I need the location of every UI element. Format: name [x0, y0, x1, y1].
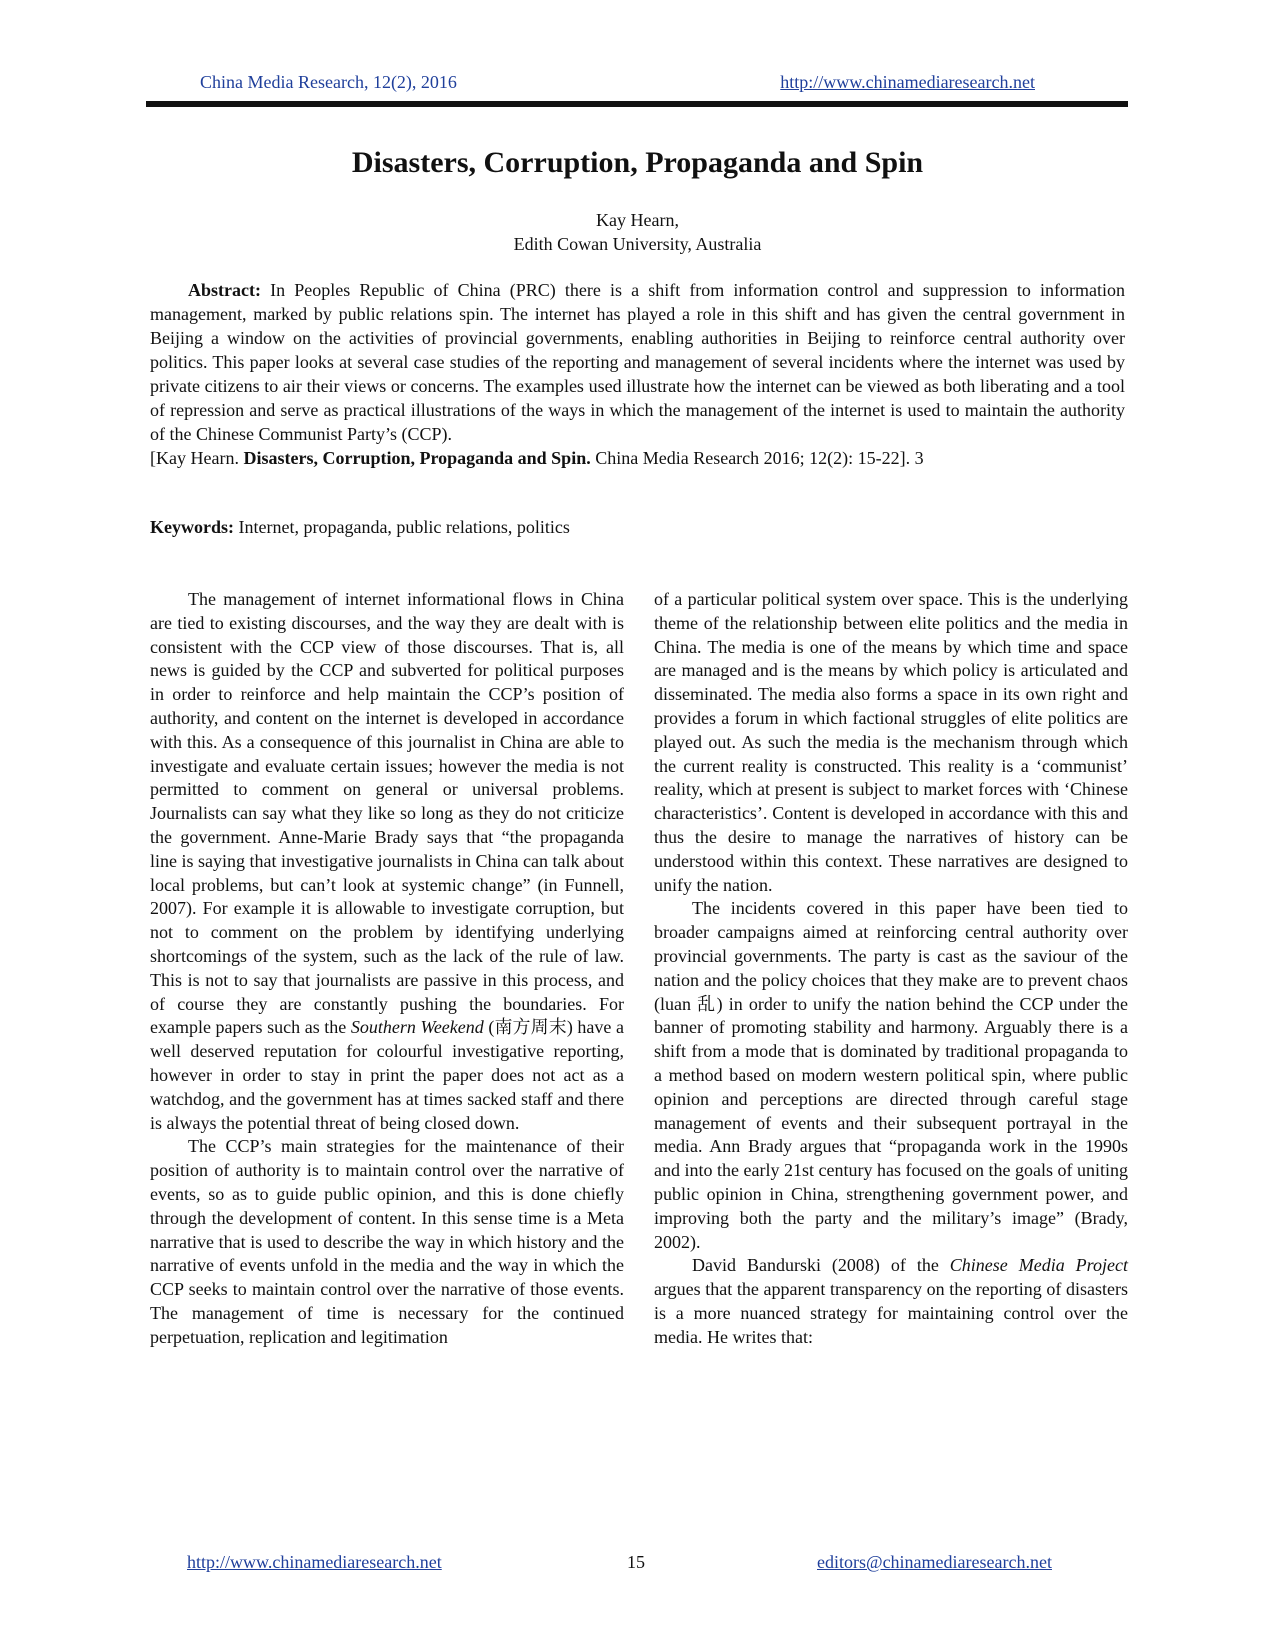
- body-column-right: [654, 588, 1128, 1350]
- paragraph-text: argues that the apparent transparency on the reporting of disasters is a more nuanced strategy for maintaining control over the media. He writes that:: [654, 1279, 1128, 1347]
- publication-title: Southern Weekend: [350, 1017, 484, 1038]
- citation-suffix: China Media Research 2016; 12(2): 15-22]. 3: [590, 448, 924, 468]
- paragraph-continued: of a particular political system over space. This is the underlying theme of the relationship between elite politics and the media in China. The media is one of the means by which time and space are managed and is the means by which policy is articulated and disseminated. The media also forms a space in its own right and provides a forum in which factional struggles of elite politics are played out. As such the media is the mechanism through which the current reality is constructed. This reality is a ‘communist’ reality, which at present is subject to market forces with ‘Chinese characteristics’. Content is developed in accordance with this and thus the desire to manage the narratives of history can be understood within this context. These narratives are designed to unify the nation.: [654, 589, 1128, 895]
- keywords: [150, 517, 1125, 538]
- paragraph: [654, 1254, 1128, 1349]
- journal-name: China Media Research, 12(2), 2016: [200, 72, 457, 92]
- citation-prefix: [Kay Hearn.: [150, 448, 244, 468]
- paragraph-text: The management of internet informational flows in China are tied to existing discourses, and the way they are dealt with is consistent with the CCP view of those discourses. That is, all news is guided by the CCP and subverted for political purposes in order to reinforce and help maintain the CCP’s position of authority, and content on the internet is developed in accordance with this. As a consequence of this journalist in China are able to investigate and evaluate certain issues; however the media is not permitted to comment on general or universal problems. Journalists can say what they like so long as they do not criticize the government. Anne-Marie Brady says that “the propaganda line is saying that investigative journalists in China can talk about local problems, but can’t look at systemic change” (in Funnell, 2007). For example it is allowable to investigate corruption, but not to comment on the problem by identifying underlying shortcomings of the system, such as the lack of the rule of law. This is not to say that journalists are passive in this process, and of course they are constantly pushing the boundaries. For example papers such as the: [150, 589, 624, 1038]
- author-block: [0, 208, 1275, 256]
- paragraph-text: (南方周末) have a well deserved reputation for colourful investigative reporting, however in order to stay in print the paper does not act as a watchdog, and the government has at times sacked staff and there is always the potential threat of being closed down.: [150, 1017, 624, 1133]
- running-header: [200, 72, 1075, 98]
- paragraph: The incidents covered in this paper have been tied to broader campaigns aimed at reinforcing central authority over provincial governments. The party is cast as the saviour of the nation and the policy choices that they make are to prevent chaos (luan 乱) in order to unify the nation behind the CCP under the banner of promoting stability and harmony. Arguably there is a shift from a mode that is dominated by traditional propaganda to a method based on modern western political spin, where public opinion and perceptions are directed through careful stage management of events and their subsequent portrayal in the media. Ann Brady argues that “propaganda work in the 1990s and into the early 21st century has focused on the goals of uniting public opinion in China, strengthening government power, and improving both the party and the military’s image” (Brady, 2002).: [654, 898, 1128, 1252]
- body-column-left: [150, 588, 624, 1350]
- paragraph-text: David Bandurski (2008) of the: [692, 1255, 950, 1276]
- page-number: 15: [627, 1552, 645, 1572]
- article-title: Disasters, Corruption, Propaganda and Spin: [351, 146, 924, 179]
- abstract-label: Abstract:: [188, 280, 261, 300]
- publication-title: Chinese Media Project: [949, 1255, 1128, 1276]
- footer-email-link[interactable]: editors@chinamediaresearch.net: [817, 1552, 1052, 1572]
- keywords-label: Keywords:: [150, 517, 234, 537]
- keywords-text: Internet, propaganda, public relations, politics: [234, 517, 570, 537]
- author-name: Kay Hearn,: [596, 210, 679, 230]
- journal-url-link[interactable]: http://www.chinamediaresearch.net: [780, 72, 1035, 92]
- citation-title: Disasters, Corruption, Propaganda and Spin.: [243, 448, 591, 468]
- paragraph: The CCP’s main strategies for the maintenance of their position of authority is to maintain control over the narrative of events, so as to guide public opinion, and this is done chiefly through the development of content. In this sense time is a Meta narrative that is used to describe the way in which history and the narrative of events unfold in the media and the way in which the CCP seeks to maintain control over the narrative of those events. The management of time is necessary for the continued perpetuation, replication and legitimation: [150, 1136, 624, 1347]
- header-rule: [146, 101, 1128, 107]
- citation: [150, 446, 1125, 470]
- footer-url-link[interactable]: http://www.chinamediaresearch.net: [187, 1552, 442, 1572]
- abstract-paragraph: [150, 278, 1125, 446]
- running-footer: [0, 1552, 1275, 1576]
- abstract: [150, 278, 1125, 470]
- abstract-text: In Peoples Republic of China (PRC) there is a shift from information control and suppression to information management, marked by public relations spin. The internet has played a role in this shift and has given the central government in Beijing a window on the activities of provincial governments, enabling authorities in Beijing to reinforce central authority over politics. This paper looks at several case studies of the reporting and management of several incidents where the internet was used by private citizens to air their views or concerns. The examples used illustrate how the internet can be viewed as both liberating and a tool of repression and serve as practical illustrations of the ways in which the management of the internet is used to maintain the authority of the Chinese Communist Party’s (CCP).: [150, 280, 1125, 444]
- paragraph: [150, 588, 624, 1135]
- author-affiliation: Edith Cowan University, Australia: [513, 234, 762, 254]
